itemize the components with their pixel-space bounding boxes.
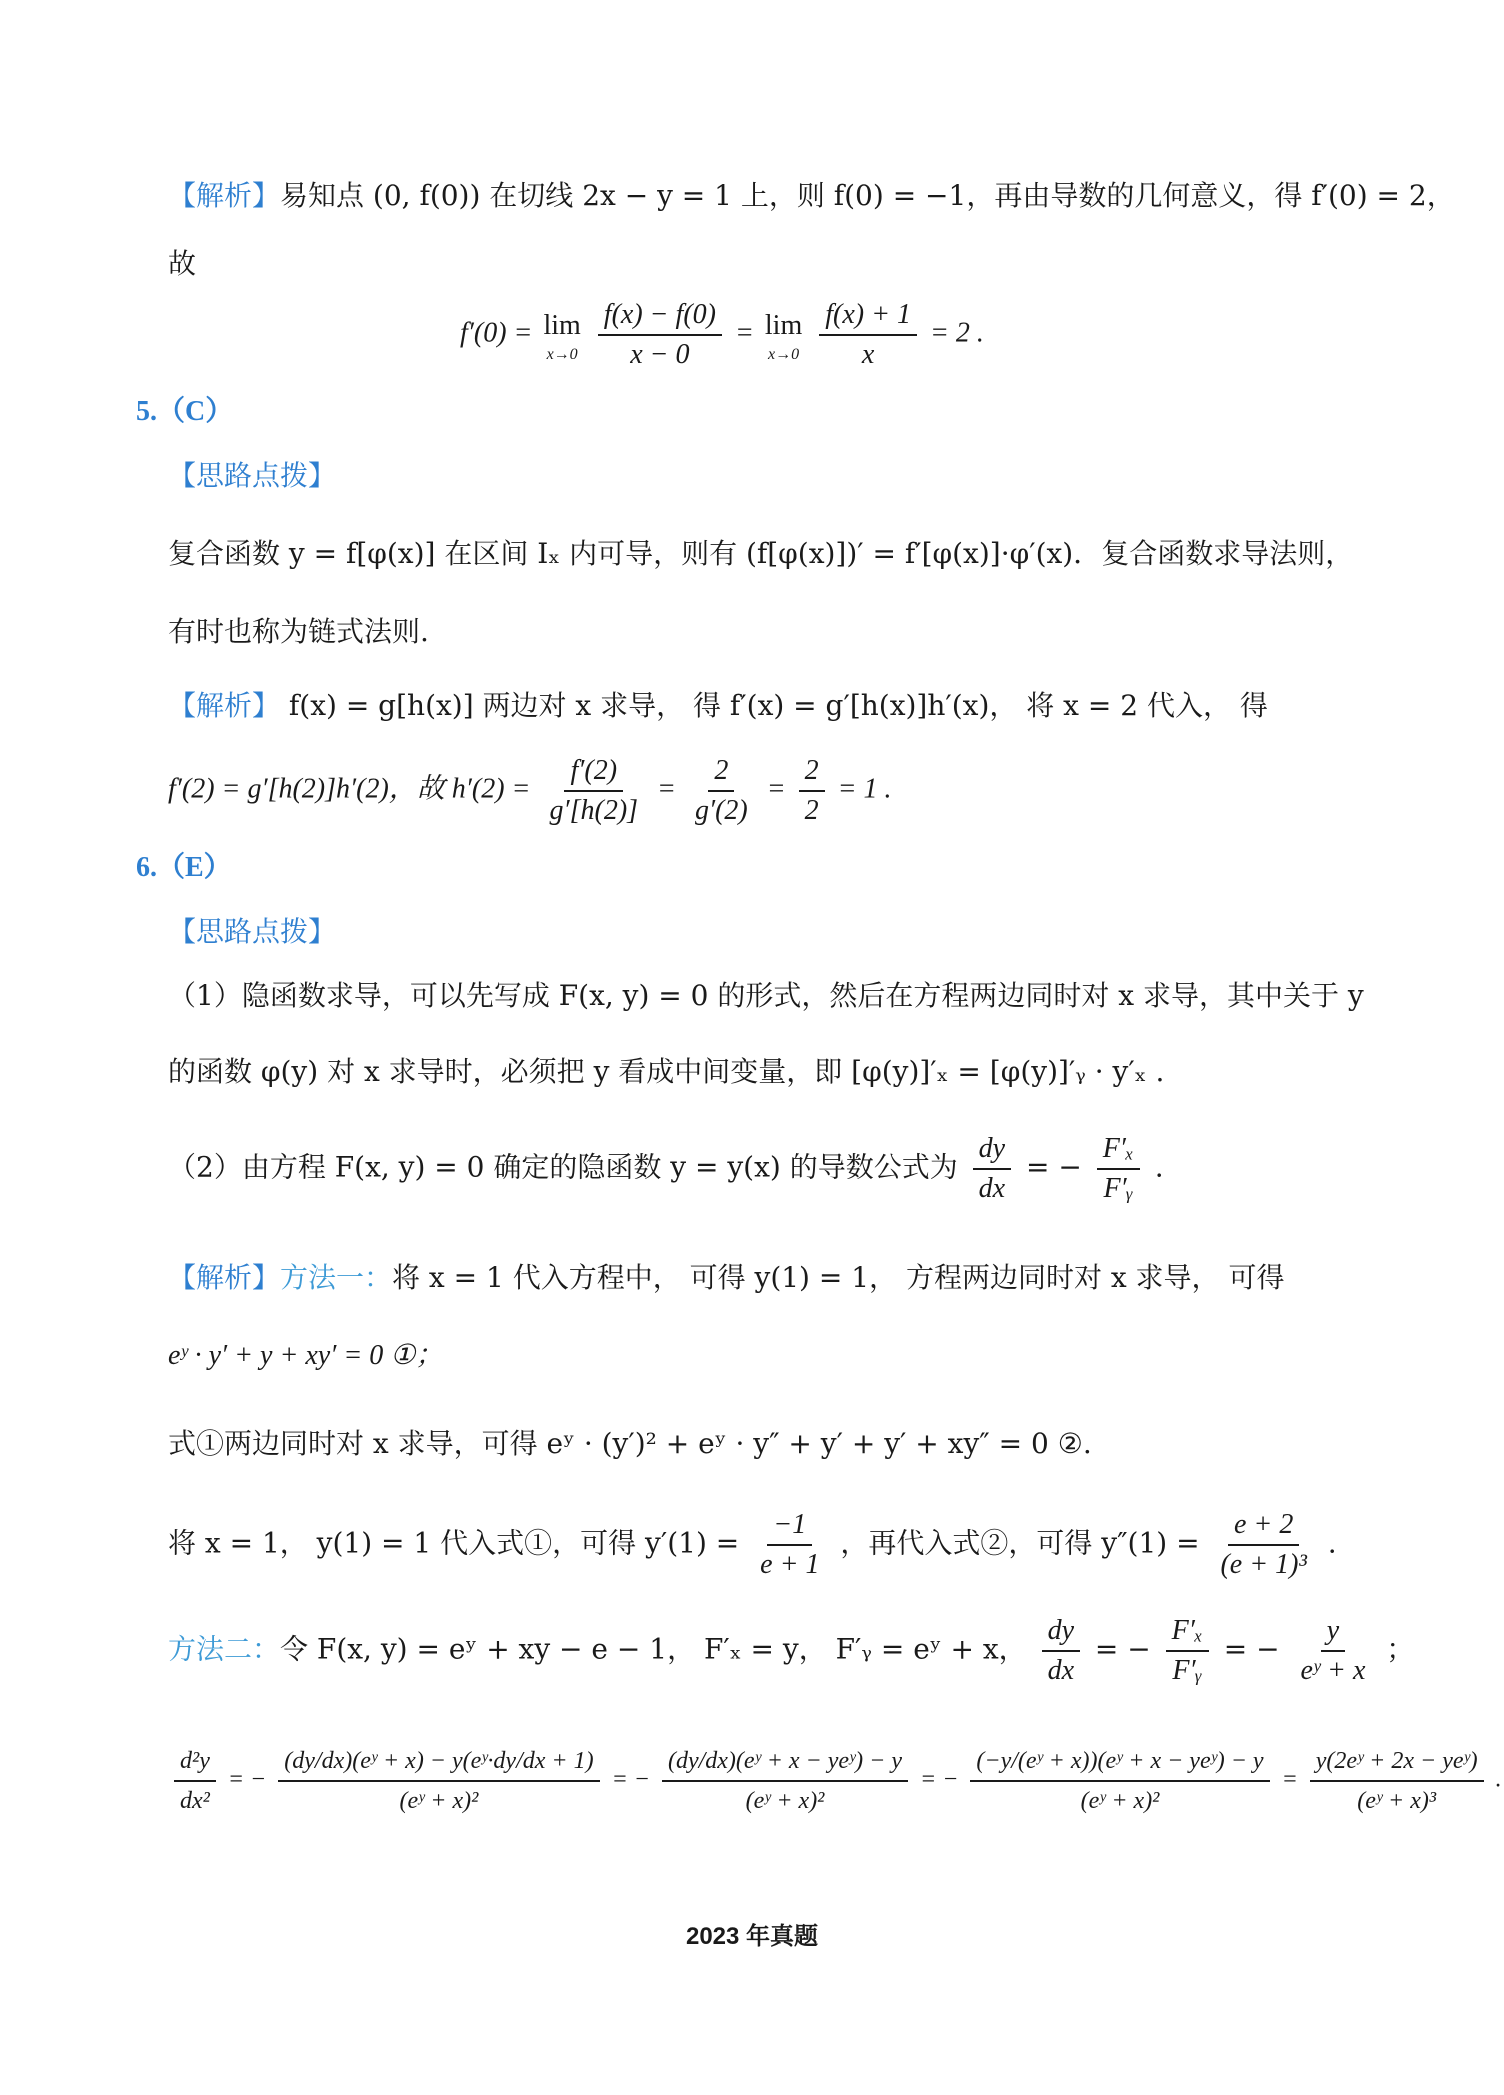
denominator: (e + 1)³ <box>1220 1549 1307 1580</box>
q6-hint-line1: （1）隐函数求导，可以先写成 F(x, y) = 0 的形式，然后在方程两边同时对 x 求导，其中关于 y <box>168 979 1364 1012</box>
limit-operator <box>765 306 802 364</box>
numerator: f(x) − f(0) <box>598 296 722 336</box>
numerator: F′ₓ <box>1166 1612 1209 1652</box>
numerator: (−y/(eʸ + x))(eʸ + x − yeʸ) − y <box>970 1742 1269 1782</box>
fraction <box>543 752 644 830</box>
lim-subscript: x→0 <box>546 346 578 363</box>
denominator: dx <box>978 1173 1006 1204</box>
equation-part: = 2 . <box>929 317 984 349</box>
numerator: (dy/dx)(eʸ + x) − y(eʸ·dy/dx + 1) <box>278 1742 599 1782</box>
q4-analysis-line2 <box>168 244 196 284</box>
equation-part: = <box>766 773 793 805</box>
fraction <box>278 1742 599 1820</box>
q6-analysis-line1 <box>168 1258 1284 1298</box>
numerator: 2 <box>799 752 825 792</box>
denominator: eʸ + x <box>1300 1655 1366 1686</box>
denominator: dx <box>1047 1655 1075 1686</box>
denominator: x <box>861 339 875 370</box>
hint-text: （2）由方程 F(x, y) = 0 确定的隐函数 y = y(x) 的导数公式为 <box>168 1150 958 1184</box>
equation-part: ； <box>1386 1632 1415 1666</box>
denominator: F′ᵧ <box>1103 1173 1134 1204</box>
fraction <box>754 1506 825 1584</box>
equation-part: = − <box>1223 1632 1280 1666</box>
analysis-tag: 【解析】 <box>168 179 281 212</box>
fraction <box>970 1742 1269 1820</box>
q6-method2-line <box>168 1612 1414 1690</box>
fraction <box>1310 1742 1484 1820</box>
numerator: (dy/dx)(eʸ + x − yeʸ) − y <box>662 1742 908 1782</box>
fraction <box>1097 1130 1140 1208</box>
equation-part: = <box>734 317 761 349</box>
equation-part: = 1 . <box>837 773 892 805</box>
page-footer: 2023 年真题 <box>685 1923 819 1950</box>
lim-word: lim <box>543 310 581 341</box>
fraction <box>598 296 722 374</box>
lim-subscript: x→0 <box>768 346 800 363</box>
analysis-text: 令 F(x, y) = eʸ + xy − e − 1， F′ₓ = y， F′ᵧ = eʸ + x， <box>280 1632 1027 1666</box>
fraction <box>174 1742 216 1820</box>
equation-part: = <box>657 773 683 805</box>
fraction <box>973 1130 1011 1208</box>
denominator: g′[h(2)] <box>549 795 639 826</box>
numerator: f′(2) <box>564 752 623 792</box>
analysis-tag: 【解析】 <box>168 1261 281 1294</box>
analysis-tag: 【解析】 <box>168 689 281 722</box>
equation-part: = − <box>920 1766 959 1793</box>
q5-hint-line2: 有时也称为链式法则. <box>168 615 429 648</box>
question-number-6: 6.（E） <box>136 852 232 883</box>
q5-analysis-line1 <box>168 686 1268 726</box>
fraction <box>1042 1612 1080 1690</box>
q6-hint-line3 <box>168 1130 1164 1208</box>
numerator: y(2eʸ + 2x − yeʸ) <box>1310 1742 1484 1782</box>
fraction <box>819 296 917 374</box>
analysis-text: 故 <box>168 247 197 280</box>
q5-analysis-line2 <box>168 752 892 830</box>
analysis-text: 易知点 (0, f(0)) 在切线 2x − y = 1 上，则 f(0) = −1，再由导数的几何意义，得 f′(0) = 2， <box>280 179 1455 212</box>
equation-part: . <box>1327 1526 1337 1560</box>
denominator: e + 1 <box>760 1549 820 1580</box>
denominator: (eʸ + x)² <box>1080 1788 1160 1814</box>
q4-limit-equation <box>460 296 984 374</box>
numerator: F′ₓ <box>1097 1130 1140 1170</box>
numerator: −1 <box>767 1506 812 1546</box>
q5-hint-line1: 复合函数 y = f[φ(x)] 在区间 Iₓ 内可导，则有 (f[φ(x)])′ = f′[φ(x)]·φ′(x)．复合函数求导法则， <box>168 537 1354 570</box>
denominator: F′ᵧ <box>1172 1655 1203 1686</box>
q6-equation-2: 式①两边同时对 x 求导，可得 eʸ · (y′)² + eʸ · y″ + y′ + y′ + xy″ = 0 ②. <box>168 1427 1092 1460</box>
numerator: e + 2 <box>1228 1506 1299 1546</box>
denominator: g′(2) <box>694 795 748 826</box>
method1-tag: 方法一： <box>280 1261 393 1294</box>
hint-tag: 【思路点拨】 <box>168 915 337 948</box>
denominator: (eʸ + x)² <box>745 1788 825 1814</box>
fraction <box>1166 1612 1209 1690</box>
analysis-text: 将 x = 1， y(1) = 1 代入式①，可得 y′(1) = <box>168 1526 749 1560</box>
equation-part: = − <box>1025 1150 1082 1184</box>
denominator: 2 <box>804 795 819 826</box>
equation-part: f′(2) = g′[h(2)]h′(2)，故 h′(2) = <box>168 773 538 805</box>
limit-operator <box>543 306 580 364</box>
lim-word: lim <box>764 310 803 341</box>
question-number-5: 5.（C） <box>136 396 234 427</box>
fraction <box>689 752 754 830</box>
equation-part: . <box>1154 1150 1164 1184</box>
numerator: f(x) + 1 <box>819 296 917 336</box>
denominator: x − 0 <box>630 339 690 370</box>
denominator: (eʸ + x)³ <box>1357 1788 1437 1814</box>
analysis-text: ，再代入式②，可得 y″(1) = <box>840 1526 1209 1560</box>
equation-part: = − <box>227 1766 267 1793</box>
q6-second-derivative <box>168 1742 1502 1820</box>
fraction <box>1294 1612 1371 1690</box>
equation-part: = − <box>1094 1632 1151 1666</box>
numerator: dy <box>1042 1612 1080 1652</box>
q6-equation-1: eʸ · y′ + y + xy′ = 0 ①； <box>168 1340 444 1371</box>
numerator: dy <box>973 1130 1011 1170</box>
equation-part: f′(0) = <box>460 317 540 349</box>
hint-tag: 【思路点拨】 <box>168 459 337 492</box>
analysis-text: 将 x = 1 代入方程中， 可得 y(1) = 1， 方程两边同时对 x 求导， 可得 <box>392 1261 1285 1294</box>
q4-analysis-line1 <box>168 176 1455 216</box>
equation-part: = − <box>611 1766 650 1793</box>
numerator: y <box>1321 1612 1345 1652</box>
numerator: d²y <box>174 1742 216 1782</box>
fraction <box>1214 1506 1312 1584</box>
q6-hint-line2: 的函数 φ(y) 对 x 求导时，必须把 y 看成中间变量，即 [φ(y)]′ₓ = [φ(y)]′ᵧ · y′ₓ . <box>168 1055 1165 1088</box>
equation-part: . <box>1495 1766 1502 1793</box>
analysis-text: f(x) = g[h(x)] 两边对 x 求导， 得 f′(x) = g′[h(x)]h′(x)， 将 x = 2 代入， 得 <box>288 689 1268 722</box>
q6-substitution-line <box>168 1506 1337 1584</box>
numerator: 2 <box>708 752 734 792</box>
fraction <box>799 752 825 830</box>
denominator: dx² <box>180 1788 210 1814</box>
equation-part: = <box>1281 1766 1298 1793</box>
fraction <box>662 1742 908 1820</box>
denominator: (eʸ + x)² <box>399 1788 479 1814</box>
method2-tag: 方法二： <box>168 1632 281 1666</box>
